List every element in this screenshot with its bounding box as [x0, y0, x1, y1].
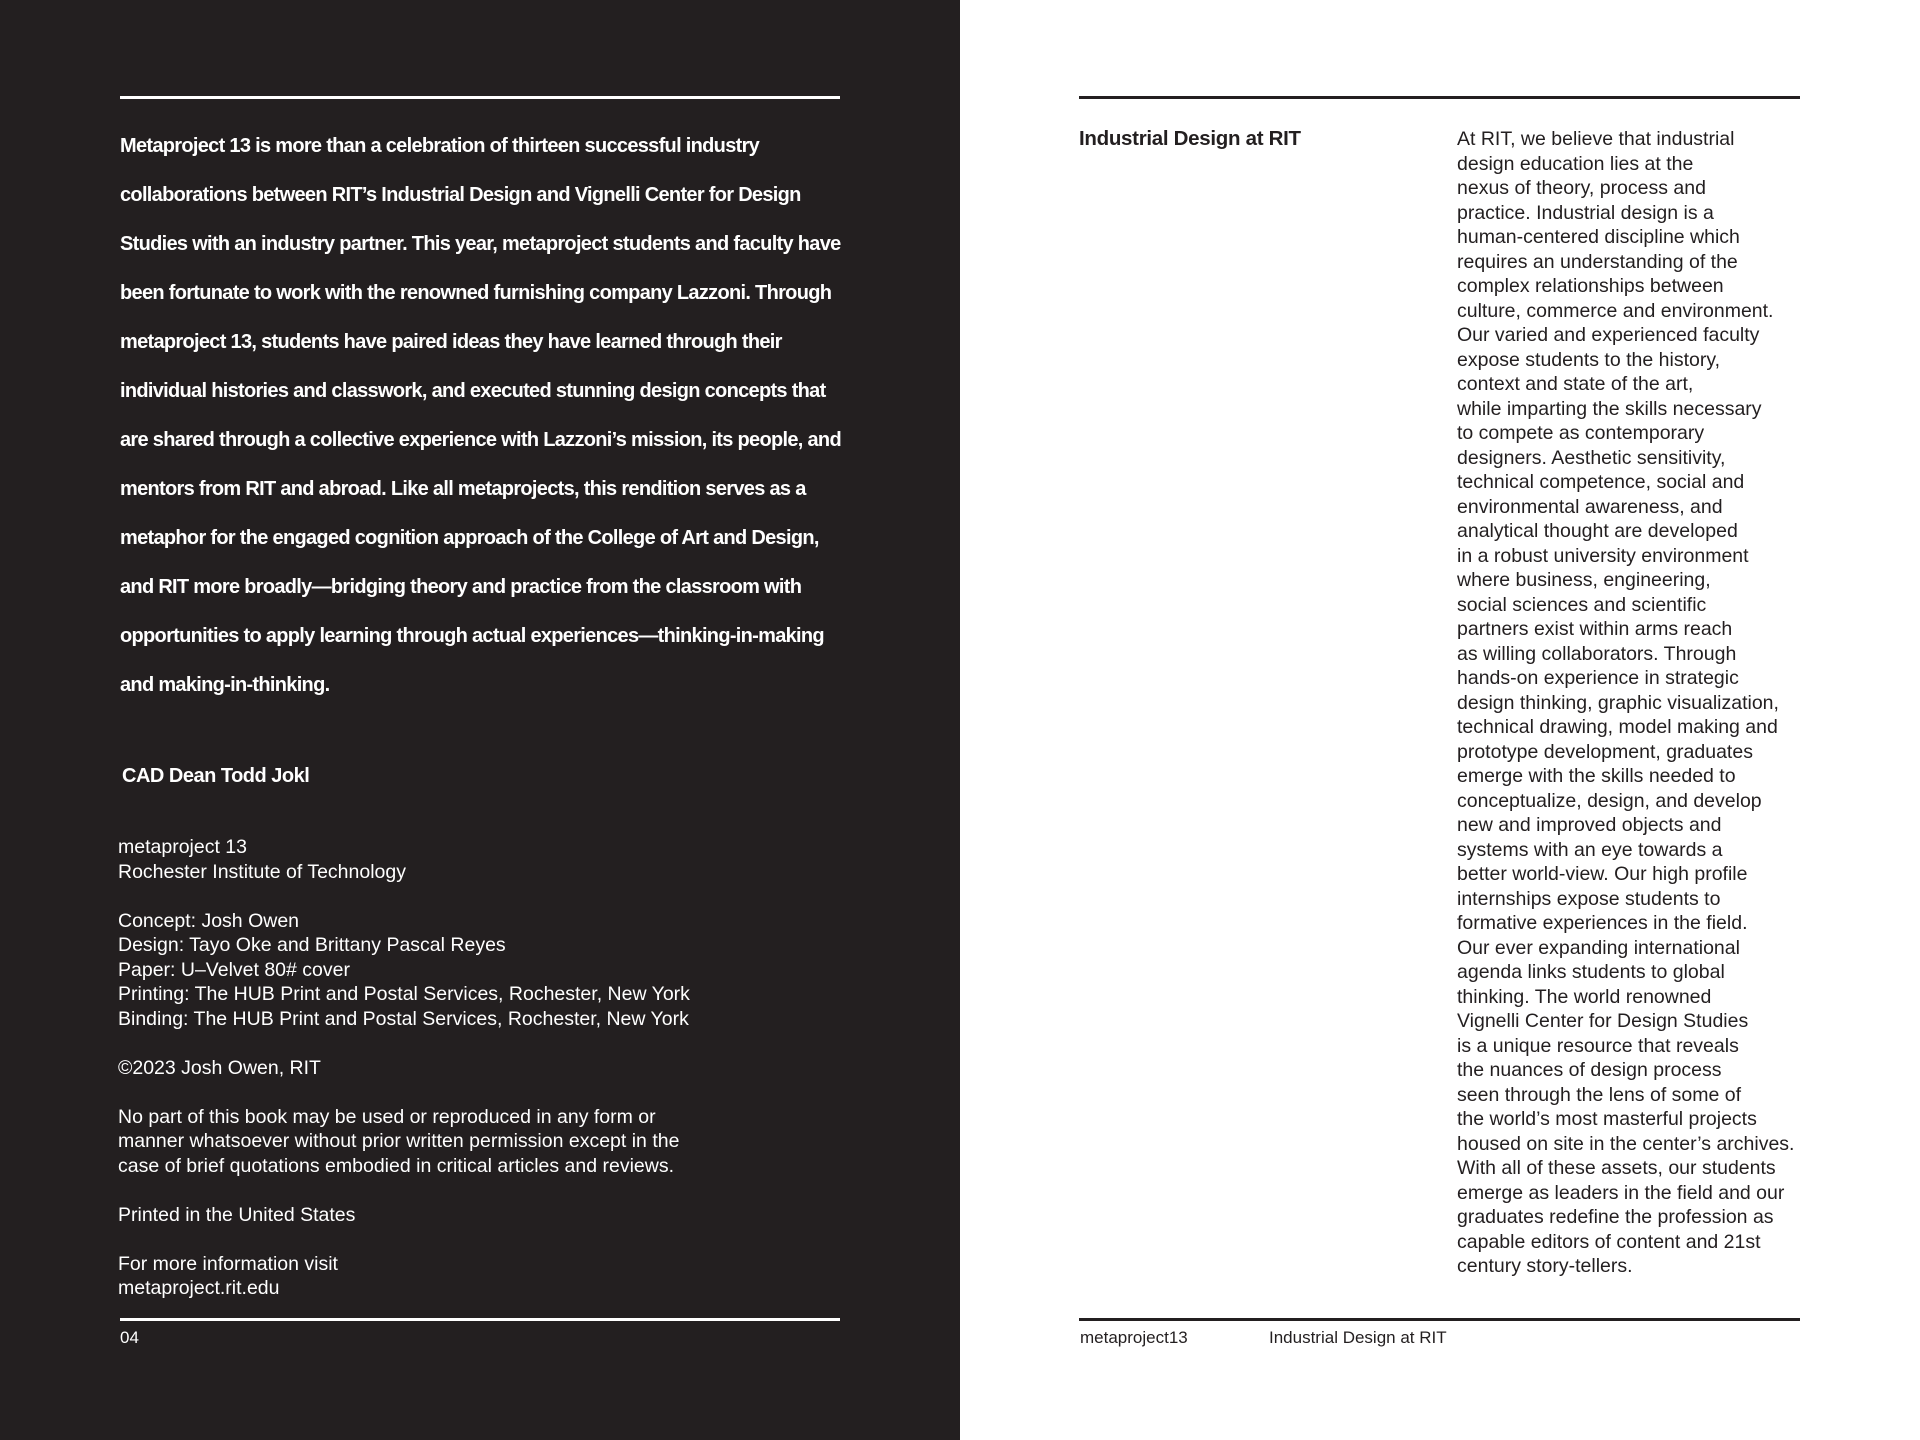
- body-text-line: the nuances of design process: [1457, 1059, 1722, 1081]
- body-text-line: social sciences and scientific: [1457, 593, 1707, 616]
- colophon-project: metaproject 13: [118, 836, 247, 858]
- dean-signature: CAD Dean Todd Jokl: [122, 765, 310, 787]
- colophon-info: For more information visit: [118, 1252, 338, 1275]
- body-text-line: new and improved objects and: [1457, 814, 1722, 836]
- body-text-line: prototype development, graduates: [1457, 740, 1753, 763]
- body-text-line: where business, engineering,: [1457, 569, 1711, 591]
- body-text-line: human-centered discipline which: [1457, 226, 1740, 248]
- body-text-line: practice. Industrial design is a: [1457, 201, 1714, 224]
- body-text-line: better world-view. Our high profile: [1457, 863, 1748, 885]
- body-text-line: context and state of the art,: [1457, 373, 1694, 395]
- body-text-line: to compete as contemporary: [1457, 422, 1705, 444]
- body-text-line: nexus of theory, process and: [1457, 177, 1706, 199]
- colophon-paper: Paper: U–Velvet 80# cover: [118, 958, 350, 981]
- top-rule: [120, 96, 840, 99]
- body-text-line: internships expose students to: [1457, 887, 1721, 910]
- colophon-printed-in: Printed in the United States: [118, 1203, 356, 1226]
- body-text-line: agenda links students to global: [1457, 961, 1725, 983]
- colophon-institution: Rochester Institute of Technology: [118, 860, 406, 883]
- colophon-copyright: ©2023 Josh Owen, RIT: [118, 1056, 321, 1079]
- body-text-line: complex relationships between: [1457, 275, 1724, 297]
- colophon-url: metaproject.rit.edu: [118, 1277, 280, 1299]
- body-text-line: formative experiences in the field.: [1457, 912, 1748, 934]
- body-text-line: design thinking, graphic visualization,: [1457, 691, 1779, 714]
- body-text-line: design education lies at the: [1457, 152, 1694, 175]
- intro-paragraph: Metaproject 13 is more than a celebration of thirteen successful industry collaborations between RIT’s Industrial Design and Vignelli Center for Design Studies with an industry partner. This year, metaproject students and faculty have been fortunate to work with the renowned furnishing company Lazzoni. Through metaproject 13, students have paired ideas they have learned through their individual histories and classwork, and executed stunning design concepts that are shared through a collective experience with Lazzoni’s mission, its people, and mentors from RIT and abroad. Like all metaprojects, this rendition serves as a metaphor for the engaged cognition approach of the College of Art and Design, and RIT more broadly—bridging theory and practice from the classroom with opportunities to apply learning through actual experiences—thinking-in-making and making-in-thinking.: [120, 135, 841, 696]
- body-text: [1457, 127, 1817, 1279]
- body-text-line: the world’s most masterful projects: [1457, 1108, 1757, 1130]
- section-title: Industrial Design at RIT: [1079, 127, 1301, 150]
- body-text-line: hands-on experience in strategic: [1457, 667, 1739, 689]
- colophon-printing: Printing: The HUB Print and Postal Services, Rochester, New York: [118, 983, 690, 1005]
- colophon-rights-line: case of brief quotations embodied in critical articles and reviews.: [118, 1154, 675, 1177]
- body-text-line: in a robust university environment: [1457, 544, 1749, 567]
- right-page: [960, 0, 1920, 1440]
- body-text-line: partners exist within arms reach: [1457, 618, 1733, 640]
- body-text-line: expose students to the history,: [1457, 348, 1721, 371]
- body-text-line: environmental awareness, and: [1457, 495, 1723, 518]
- body-text-line: emerge with the skills needed to: [1457, 765, 1736, 787]
- body-text-line: conceptualize, design, and develop: [1457, 789, 1762, 812]
- body-text-line: while imparting the skills necessary: [1457, 397, 1762, 420]
- body-text-line: technical drawing, model making and: [1457, 716, 1778, 738]
- body-text-line: With all of these assets, our students: [1457, 1157, 1776, 1179]
- body-text-line: Vignelli Center for Design Studies: [1457, 1010, 1749, 1032]
- body-text-line: is a unique resource that reveals: [1457, 1034, 1739, 1057]
- footer-project: metaproject13: [1080, 1328, 1188, 1347]
- body-text-line: graduates redefine the profession as: [1457, 1206, 1774, 1228]
- body-text-line: housed on site in the center’s archives.: [1457, 1132, 1795, 1155]
- top-rule: [1079, 96, 1800, 99]
- colophon-design: Design: Tayo Oke and Brittany Pascal Reyes: [118, 934, 506, 956]
- body-text-line: emerge as leaders in the field and our: [1457, 1181, 1785, 1204]
- page-number: 04: [120, 1328, 139, 1347]
- colophon: [118, 835, 838, 1301]
- body-text-line: Our ever expanding international: [1457, 936, 1740, 959]
- colophon-binding: Binding: The HUB Print and Postal Services, Rochester, New York: [118, 1007, 689, 1030]
- colophon-rights-line: No part of this book may be used or reproduced in any form or: [118, 1105, 656, 1128]
- footer-section: Industrial Design at RIT: [1269, 1328, 1447, 1347]
- body-text-line: Our varied and experienced faculty: [1457, 324, 1760, 346]
- body-text-line: analytical thought are developed: [1457, 520, 1738, 542]
- body-text-line: systems with an eye towards a: [1457, 838, 1723, 861]
- colophon-rights-line: manner whatsoever without prior written permission except in the: [118, 1130, 680, 1152]
- colophon-concept: Concept: Josh Owen: [118, 909, 300, 932]
- body-text-line: designers. Aesthetic sensitivity,: [1457, 446, 1726, 469]
- body-text-line: culture, commerce and environment.: [1457, 299, 1774, 322]
- body-text-line: capable editors of content and 21st: [1457, 1230, 1761, 1253]
- body-text-line: seen through the lens of some of: [1457, 1083, 1742, 1106]
- body-text-line: as willing collaborators. Through: [1457, 642, 1737, 665]
- body-text-line: thinking. The world renowned: [1457, 985, 1712, 1008]
- body-text-line: technical competence, social and: [1457, 471, 1745, 493]
- body-text-line: requires an understanding of the: [1457, 250, 1738, 273]
- body-text-line: At RIT, we believe that industrial: [1457, 128, 1735, 150]
- body-text-line: century story-tellers.: [1457, 1255, 1633, 1277]
- bottom-rule: [120, 1318, 840, 1321]
- bottom-rule: [1079, 1318, 1800, 1321]
